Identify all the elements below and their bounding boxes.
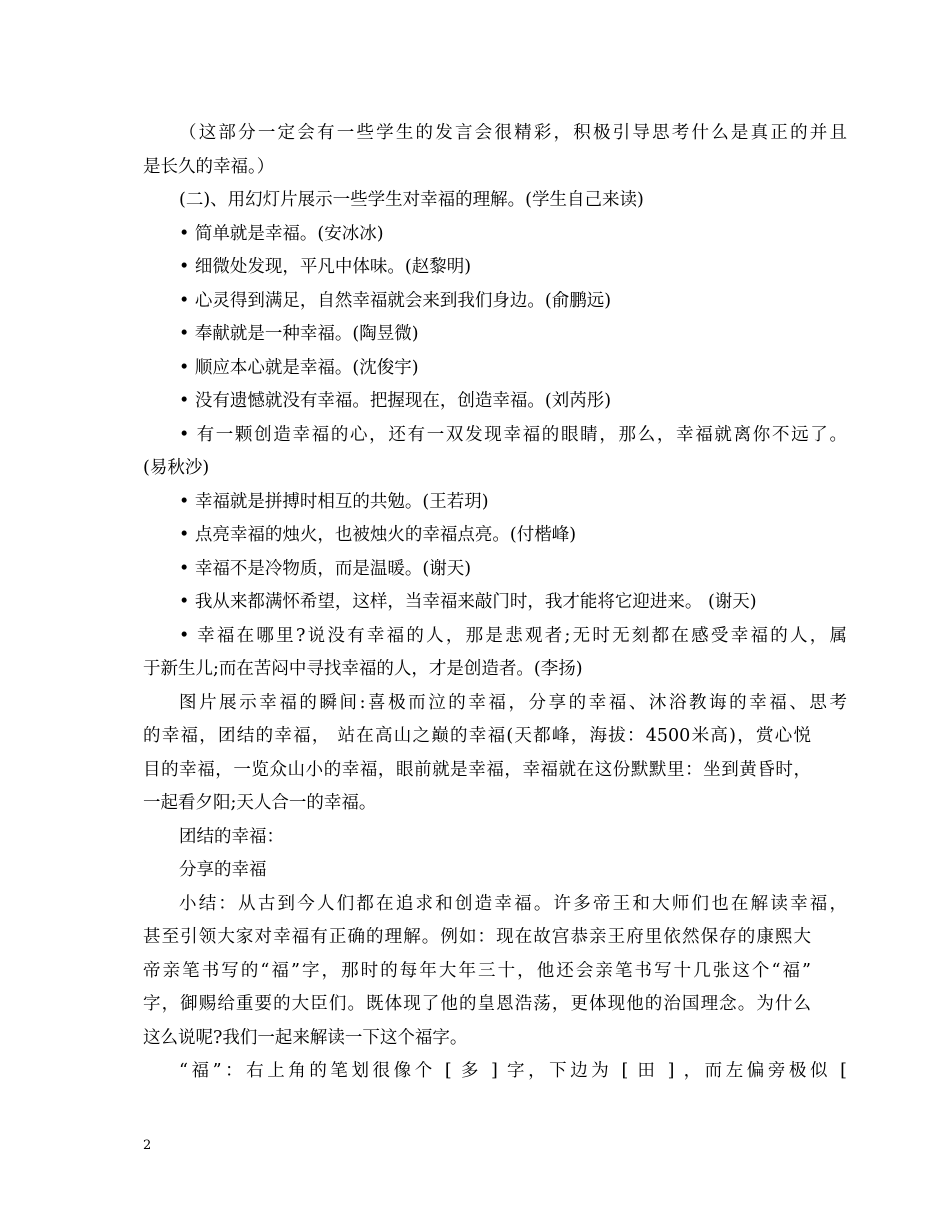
bullet-item: • 幸福在哪里?说没有幸福的人，那是悲观者;无时无刻都在感受幸福的人，属 [179, 625, 847, 646]
page-number: 2 [143, 1138, 152, 1153]
paragraph-line: 的幸福，团结的幸福， 站在高山之巅的幸福(天都峰，海拔：4500米高)，赏心悦 [143, 726, 811, 746]
bullet-item: • 心灵得到满足，自然幸福就会来到我们身边。(俞鹏远) [179, 290, 612, 311]
paragraph-line: 目的幸福，一览众山小的幸福，眼前就是幸福，幸福就在这份默默里：坐到黄昏时， [143, 759, 811, 780]
bullet-item: • 顺应本心就是幸福。(沈俊宇) [179, 357, 419, 378]
paragraph-line: 小结：从古到今人们都在追求和创造幸福。许多帝王和大师们也在解读幸福， [179, 893, 847, 914]
paragraph-line: 甚至引领大家对幸福有正确的理解。例如：现在故宫恭亲王府里依然保存的康熙大 [143, 927, 811, 947]
bullet-item: • 奉献就是一种幸福。(陶昱微) [179, 324, 419, 344]
bullet-item: • 细微处发现，平凡中体味。(赵黎明) [179, 257, 472, 277]
section-heading: (二)、用幻灯片展示一些学生对幸福的理解。(学生自己来读) [179, 190, 644, 210]
bullet-item-continuation: 于新生儿;而在苦闷中寻找幸福的人，才是创造者。(李扬) [143, 659, 583, 679]
paragraph-line: “福”：右上角的笔划很像个 [ 多 ] 字，下边为 [ 田 ] ，而左偏旁极似 [ [179, 1061, 847, 1081]
paragraph-line: 这么说呢?我们一起来解读一下这个福字。 [143, 1027, 468, 1048]
bullet-item: • 没有遗憾就没有幸福。把握现在，创造幸福。(刘芮彤) [179, 391, 612, 411]
paragraph-line: 分享的幸福 [179, 860, 267, 880]
bullet-item: • 简单就是幸福。(安冰冰) [179, 223, 384, 244]
paragraph-line: 图片展示幸福的瞬间:喜极而泣的幸福，分享的幸福、沐浴教诲的幸福、思考 [179, 692, 847, 713]
bullet-item: • 我从来都满怀希望，这样，当幸福来敲门时，我才能将它迎进来。 (谢天) [179, 592, 757, 612]
bullet-item-continuation: (易秋沙) [143, 458, 210, 478]
bullet-item: • 幸福不是冷物质，而是温暖。(谢天) [179, 558, 472, 579]
paragraph-line: 团结的幸福： [179, 826, 284, 847]
document-body [143, 117, 847, 1089]
paragraph-line: 一起看夕阳;天人合一的幸福。 [143, 793, 377, 813]
paragraph-line: 帝亲笔书写的“福”字，那时的每年大年三十，他还会亲笔书写十几张这个“福” [143, 960, 811, 981]
bullet-item: • 有一颗创造幸福的心，还有一双发现幸福的眼睛，那么，幸福就离你不远了。 [179, 424, 847, 445]
paragraph-line: 字，御赐给重要的大臣们。既体现了他的皇恩浩荡，更体现他的治国理念。为什么 [143, 994, 811, 1014]
bullet-item: • 幸福就是拼搏时相互的共勉。(王若玥) [179, 491, 489, 512]
paragraph-line: （这部分一定会有一些学生的发言会很精彩，积极引导思考什么是真正的并且 [179, 123, 847, 143]
bullet-item: • 点亮幸福的烛火，也被烛火的幸福点亮。(付楷峰) [179, 525, 577, 545]
paragraph-line: 是长久的幸福。） [143, 156, 275, 177]
